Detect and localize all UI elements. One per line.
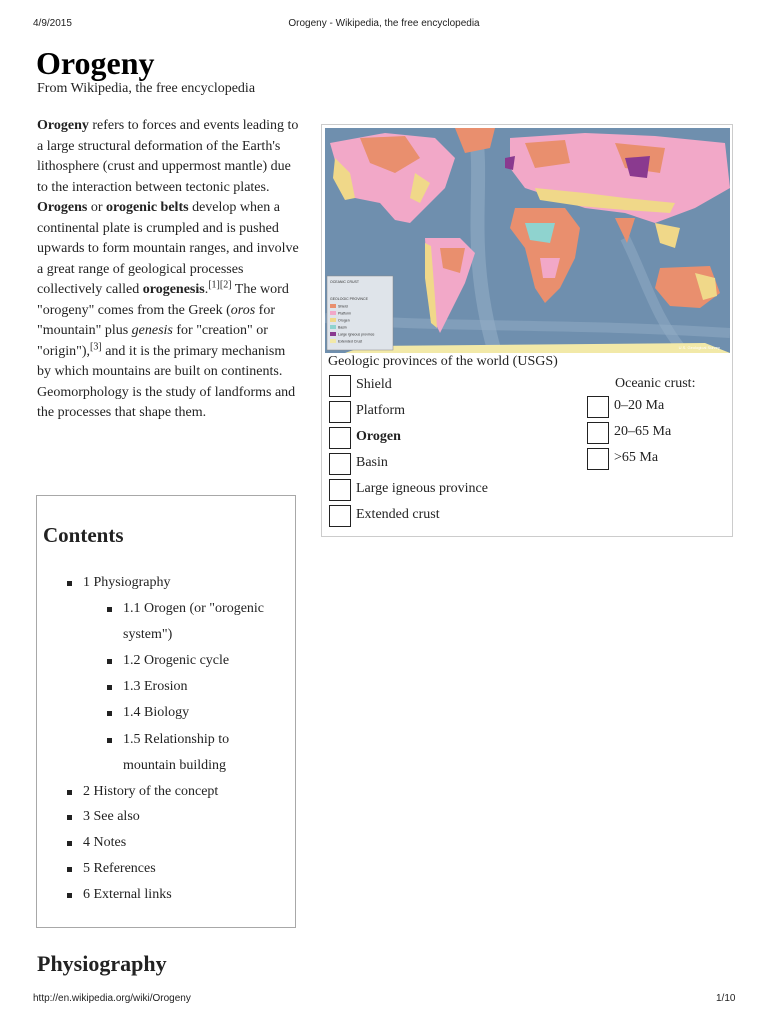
map-inset-province-label: GEOLOGIC PROVINCE <box>330 297 368 301</box>
bullet-icon <box>107 738 112 743</box>
intro-text: or <box>87 200 106 215</box>
intro-term-orogenic-belts: orogenic belts <box>105 200 189 215</box>
legend-label: Basin <box>356 455 388 470</box>
citation-3[interactable]: [3] <box>90 340 102 352</box>
toc-item-external-links[interactable] <box>83 882 172 908</box>
map-inset-item: Orogen <box>338 318 350 323</box>
intro-text: refers to forces and events leading to a large structural deformation of the Earth's lithosphere (crust and uppermost mantle) due to the interaction between tectonic plates. <box>37 118 299 195</box>
intro-term-genesis: genesis <box>131 323 173 338</box>
legend-label: 0–20 Ma <box>614 398 665 413</box>
page-subtitle: From Wikipedia, the free encyclopedia <box>37 81 256 96</box>
legend-label: >65 Ma <box>614 450 659 465</box>
bullet-icon <box>107 607 112 612</box>
toc-item-label: 1.2 Orogenic cycle <box>123 653 230 668</box>
toc-item-relationship-cont[interactable] <box>123 753 226 779</box>
map-inset-swatch <box>330 318 336 322</box>
legend-label: Platform <box>356 403 405 418</box>
toc-item-notes[interactable] <box>83 830 126 856</box>
map-inset-swatch <box>330 311 336 315</box>
toc-item-label: 1.1 Orogen (or "orogenic <box>123 601 265 616</box>
legend-swatch <box>329 453 351 475</box>
map-inset-item: Shield <box>338 304 348 309</box>
legend-label: Large igneous province <box>356 481 488 496</box>
bullet-icon <box>67 841 72 846</box>
toc-item-label: 2 History of the concept <box>83 784 219 799</box>
citation-2[interactable]: [2] <box>219 279 232 291</box>
toc-item-label: system") <box>123 627 173 642</box>
legend-label: Shield <box>356 377 392 392</box>
toc-item-label: 1.3 Erosion <box>123 679 188 694</box>
toc-item-label: 5 References <box>83 861 156 876</box>
geologic-provinces-map[interactable] <box>325 128 730 353</box>
legend-swatch <box>329 505 351 527</box>
toc-item-label: mountain building <box>123 758 227 773</box>
oceanic-crust-title: Oceanic crust: <box>615 376 696 391</box>
legend-swatch <box>587 448 609 470</box>
toc-item-label: 1.5 Relationship to <box>123 732 230 747</box>
bullet-icon <box>107 711 112 716</box>
intro-text: develop when a continental plate is crumpled and is pushed upwards to form mountain ranges, and involve a great range of geological processes collectively called <box>37 200 299 297</box>
legend-swatch <box>329 401 351 423</box>
print-page-title: Orogeny - Wikipedia, the free encyclopedia <box>288 18 480 29</box>
toc-item-label: 3 See also <box>83 809 140 824</box>
figure-caption: Geologic provinces of the world (USGS) <box>328 354 558 369</box>
intro-text: The word "orogeny" comes from the Greek ( <box>37 282 289 318</box>
map-inset-item: Large igneous province <box>338 332 375 337</box>
toc-item-history[interactable] <box>83 779 218 805</box>
map-inset-swatch <box>330 339 336 343</box>
bullet-icon <box>67 867 72 872</box>
bullet-icon <box>67 815 72 820</box>
toc-item-references[interactable] <box>83 856 156 882</box>
intro-text: . <box>204 282 209 297</box>
toc-item-label: 1 Physiography <box>83 575 171 590</box>
toc-item-orogen[interactable] <box>123 596 264 622</box>
map-inset-swatch <box>330 325 336 329</box>
page-title: Orogeny <box>36 45 155 81</box>
map-figure <box>321 124 733 537</box>
toc-item-label: 1.4 Biology <box>123 705 190 720</box>
legend-label: Extended crust <box>356 507 440 522</box>
section-heading-physiography: Physiography <box>37 951 167 976</box>
intro-text: for "mountain" plus <box>37 302 275 338</box>
toc-title: Contents <box>43 523 124 547</box>
intro-term-orogenesis: orogenesis <box>142 282 205 297</box>
table-of-contents <box>36 495 296 928</box>
legend-swatch <box>587 422 609 444</box>
toc-item-erosion[interactable] <box>123 674 188 700</box>
print-page-count: 1/10 <box>716 993 736 1004</box>
legend-swatch <box>329 427 351 449</box>
map-inset-item: Basin <box>338 325 347 330</box>
toc-item-label: 6 External links <box>83 887 172 902</box>
legend-swatch <box>587 396 609 418</box>
bullet-icon <box>67 893 72 898</box>
citation-1[interactable]: [1] <box>208 279 220 291</box>
toc-item-physiography[interactable] <box>83 570 171 596</box>
bullet-icon <box>67 581 72 586</box>
intro-text: and it is the primary mechanism by which mountains are built on continents. Geomorphology is the study of landforms and the processes that shape them. <box>37 343 296 420</box>
legend-label: 20–65 Ma <box>614 424 672 439</box>
intro-paragraph <box>37 116 301 424</box>
map-inset-item: Platform <box>338 311 352 316</box>
print-date: 4/9/2015 <box>33 18 72 29</box>
bullet-icon <box>67 790 72 795</box>
legend-swatch <box>329 479 351 501</box>
intro-text: for "creation" or "origin"), <box>37 323 268 359</box>
bullet-icon <box>107 659 112 664</box>
map-inset-item: Extended Crust <box>338 339 363 344</box>
print-url: http://en.wikipedia.org/wiki/Orogeny <box>33 993 191 1004</box>
map-inset-swatch <box>330 332 336 336</box>
intro-term-orogens: Orogens <box>37 200 88 215</box>
legend-label: Orogen <box>356 429 401 444</box>
legend-swatch <box>329 375 351 397</box>
map-inset-swatch <box>330 304 336 308</box>
toc-item-label: 4 Notes <box>83 835 127 850</box>
toc-item-orogen-cont[interactable] <box>123 622 172 648</box>
toc-item-relationship[interactable] <box>123 727 229 753</box>
intro-term-oros: oros <box>230 302 256 318</box>
intro-term-orogeny: Orogeny <box>37 118 89 133</box>
toc-item-biology[interactable] <box>123 700 189 726</box>
bullet-icon <box>107 685 112 690</box>
toc-item-orogenic-cycle[interactable] <box>123 648 229 674</box>
map-inset-oceanic-label: OCEANIC CRUST <box>330 280 359 284</box>
toc-item-see-also[interactable] <box>83 804 140 830</box>
map-credit: U.S. Geological Survey <box>678 345 720 350</box>
